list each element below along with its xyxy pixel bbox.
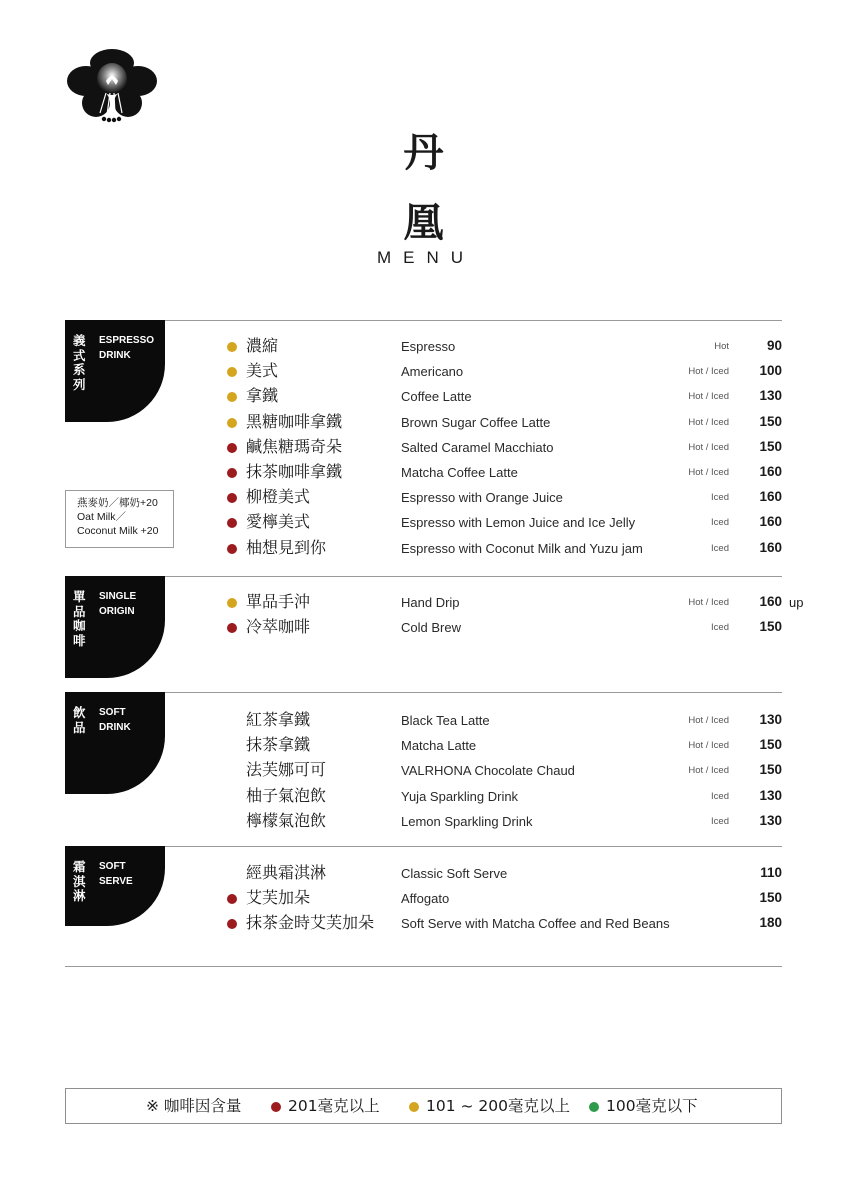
section-title-en: ESPRESSO DRINK [99, 335, 155, 361]
menu-item [65, 436, 782, 460]
menu-item [65, 785, 782, 809]
item-name-en: Americano [401, 364, 464, 380]
section-title-en: SOFT DRINK [99, 707, 131, 733]
item-price: 130 [759, 712, 782, 727]
item-name-zh: 抹茶咖啡拿鐵 [246, 462, 343, 481]
item-name-en: Hand Drip [401, 595, 460, 610]
section-title-zh: 義式系列 [73, 333, 86, 392]
item-price: 160 [759, 489, 782, 505]
item-name-en: Salted Caramel Macchiato [401, 439, 554, 455]
menu-item [65, 887, 782, 911]
item-name-zh: 檸檬氣泡飲 [246, 810, 327, 830]
menu-item [65, 734, 782, 758]
item-name-zh: 冷萃咖啡 [246, 617, 311, 637]
item-price: 150 [759, 413, 782, 429]
caffeine-yellow-dot-icon [227, 598, 237, 608]
item-temperature: Hot / Iced [688, 740, 729, 752]
caffeine-legend [65, 1088, 782, 1124]
item-temperature: Hot / Iced [688, 467, 729, 478]
item-name-en: Matcha Latte [401, 738, 477, 754]
brand-line-2: 凰 [403, 199, 444, 246]
item-price-suffix: up [789, 595, 804, 610]
item-price: 160 [759, 514, 782, 530]
item-name-zh: 拿鐵 [246, 386, 279, 406]
note-line-3: Coconut Milk +20 [77, 525, 159, 537]
item-temperature: Hot / Iced [688, 715, 729, 726]
caffeine-red-dot-icon [227, 919, 237, 929]
item-price: 160 [759, 594, 782, 609]
item-temperature: Hot / Iced [688, 765, 729, 777]
caffeine-yellow-dot-icon [227, 342, 237, 352]
menu-item [65, 385, 782, 409]
item-name-zh: 經典霜淇淋 [246, 863, 327, 882]
legend-red-dot-icon [271, 1102, 281, 1112]
section-title-en: SINGLE ORIGIN [99, 591, 137, 617]
item-name-zh: 柳橙美式 [246, 487, 311, 507]
brand-line-1: 丹 [403, 129, 444, 176]
item-name-en: Coffee Latte [401, 389, 472, 405]
section-title-zh: 單品咖啡 [73, 589, 86, 648]
item-temperature: Hot / Iced [688, 597, 729, 608]
item-name-zh: 艾芙加朵 [246, 888, 311, 908]
section-divider [65, 320, 782, 321]
section-divider [65, 846, 782, 847]
item-price: 130 [759, 388, 782, 404]
item-price: 150 [759, 438, 782, 454]
menu-item [65, 862, 782, 886]
orchid-logo-icon [66, 45, 158, 125]
item-temperature: Hot / Iced [688, 391, 729, 403]
milk-substitute-note [65, 490, 174, 548]
menu-item [65, 709, 782, 733]
item-name-en: VALRHONA Chocolate Chaud [401, 763, 575, 779]
caffeine-yellow-dot-icon [227, 367, 237, 377]
item-price: 130 [759, 787, 782, 803]
item-name-en: Soft Serve with Matcha Coffee and Red Beans [401, 916, 670, 932]
item-name-zh: 紅茶拿鐵 [246, 710, 311, 729]
item-name-zh: 單品手沖 [246, 592, 311, 611]
item-temperature: Iced [711, 622, 729, 634]
item-name-en: Matcha Coffee Latte [401, 465, 518, 480]
menu-item [65, 591, 804, 615]
item-name-en: Cold Brew [401, 620, 461, 636]
item-name-zh: 濃縮 [246, 336, 279, 355]
section-divider [65, 692, 782, 693]
menu-item [65, 759, 782, 783]
caffeine-red-dot-icon [227, 468, 237, 478]
brand-title [376, 128, 471, 248]
section-title-en: SOFT SERVE [99, 861, 133, 887]
item-temperature: Iced [711, 492, 729, 504]
item-name-en: Espresso [401, 339, 456, 354]
item-name-zh: 柚子氣泡飲 [246, 785, 327, 805]
item-temperature: Hot / Iced [688, 416, 729, 428]
bottom-divider [65, 966, 782, 967]
item-price: 110 [760, 865, 782, 880]
item-name-zh: 抹茶金時艾芙加朵 [246, 913, 375, 933]
item-temperature: Iced [711, 542, 729, 554]
menu-item [65, 810, 782, 834]
section-title-zh: 飲品 [73, 705, 86, 735]
legend-yellow-dot-icon [409, 1102, 419, 1112]
caffeine-red-dot-icon [227, 518, 237, 528]
item-temperature: Iced [711, 790, 729, 802]
item-name-zh: 美式 [246, 361, 279, 381]
legend-title: ※ 咖啡因含量 [146, 1097, 242, 1115]
menu-item [65, 360, 782, 384]
item-price: 160 [759, 464, 782, 479]
note-line-2: Oat Milk／ [77, 511, 127, 523]
item-temperature: Hot [714, 341, 729, 352]
item-name-zh: 抹茶拿鐵 [246, 735, 311, 755]
item-name-en: Espresso with Coconut Milk and Yuzu jam [401, 540, 643, 556]
menu-item [65, 335, 782, 359]
caffeine-red-dot-icon [227, 493, 237, 503]
item-price: 130 [759, 812, 782, 828]
legend-high: 201毫克以上 [288, 1097, 380, 1115]
item-name-zh: 柚想見到你 [246, 537, 327, 557]
item-name-en: Black Tea Latte [401, 713, 490, 728]
legend-low: 100毫克以下 [606, 1097, 698, 1115]
item-name-en: Espresso with Orange Juice [401, 490, 563, 506]
menu-item [65, 411, 782, 435]
caffeine-yellow-dot-icon [227, 392, 237, 402]
item-price: 150 [759, 619, 782, 635]
item-temperature: Iced [711, 815, 729, 827]
menu-item [65, 461, 782, 485]
caffeine-yellow-dot-icon [227, 418, 237, 428]
item-name-en: Lemon Sparkling Drink [401, 813, 533, 829]
item-name-zh: 愛檸美式 [246, 512, 311, 532]
caffeine-red-dot-icon [227, 544, 237, 554]
item-name-zh: 鹹焦糖瑪奇朵 [246, 436, 343, 456]
item-temperature: Hot / Iced [688, 441, 729, 453]
item-temperature: Hot / Iced [688, 366, 729, 378]
legend-green-dot-icon [589, 1102, 599, 1112]
item-price: 90 [766, 338, 782, 353]
item-name-zh: 法芙娜可可 [246, 760, 327, 780]
menu-heading: MENU [376, 248, 476, 267]
item-name-en: Espresso with Lemon Juice and Ice Jelly [401, 515, 636, 531]
legend-mid: 101 ~ 200毫克以上 [426, 1097, 571, 1115]
item-temperature: Iced [711, 517, 729, 529]
item-price: 180 [759, 915, 782, 931]
item-name-en: Yuja Sparkling Drink [401, 788, 519, 804]
section-title-zh: 霜淇淋 [73, 859, 86, 903]
section-divider [65, 576, 782, 577]
item-price: 150 [759, 890, 782, 906]
item-price: 150 [759, 737, 782, 753]
item-price: 160 [759, 539, 782, 555]
menu-item [65, 912, 782, 936]
note-line-1: 燕麥奶／椰奶+20 [77, 497, 158, 509]
item-name-en: Brown Sugar Coffee Latte [401, 414, 551, 430]
item-name-en: Classic Soft Serve [401, 866, 508, 881]
item-name-en: Affogato [401, 891, 450, 907]
menu-item [65, 616, 782, 640]
item-price: 100 [759, 363, 782, 379]
caffeine-red-dot-icon [227, 894, 237, 904]
item-name-zh: 黑糖咖啡拿鐵 [246, 411, 343, 431]
caffeine-red-dot-icon [227, 443, 237, 453]
caffeine-red-dot-icon [227, 623, 237, 633]
item-price: 150 [759, 762, 782, 778]
